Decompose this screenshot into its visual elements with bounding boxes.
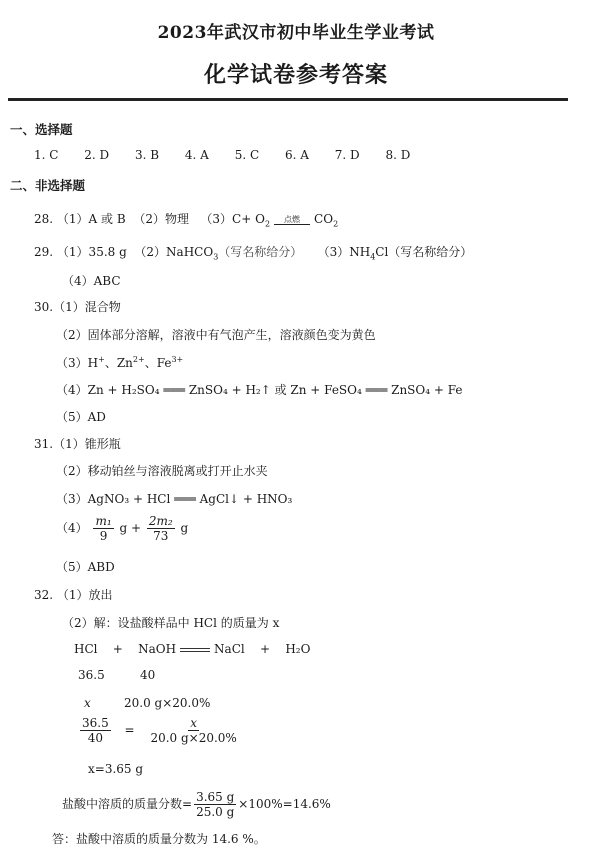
header-divider [8, 98, 568, 101]
mcq-answer-2: 2. D [84, 148, 110, 162]
q29-part2: （2）NaHCO$_3$（写名称给分） [134, 245, 303, 262]
fraction-m1-over-9: $\frac{\text{m₁}}{9}$ [95, 514, 112, 543]
proportion: $\frac{36.5}{40}$ = $\frac{x}{20.0 g\times 20.0\%}$ [82, 716, 237, 745]
q30-part5: （5）AD [56, 410, 106, 424]
equals-sign [180, 648, 210, 652]
ignition-arrow: 点燃 [274, 215, 310, 225]
mcq-answer-4: 4. A [184, 148, 209, 162]
mcq-answer-5: 5. C [234, 148, 260, 162]
q29-number: 29. [34, 245, 54, 259]
q29-part4: （4）ABC [62, 274, 121, 288]
section-2-heading: 二、非选择题 [10, 178, 86, 193]
q32-part2: （2）解：设盐酸样品中 HCl 的质量为 x [62, 616, 280, 630]
exam-title: 2023年武汉市初中毕业生学业考试 [157, 23, 435, 43]
q30-part3: （3）H+、$Zn^{2+}$、$Fe^{3+}$ [56, 355, 184, 370]
fraction-36-5-over-40: $\frac{36.5}{40}$ [82, 716, 109, 745]
q31-part4: （4） $\frac{\text{m₁}}{9}$ g + $\frac{\text{2m₂}}{73}$ g [56, 514, 189, 543]
q32-part1: （1）放出 [56, 588, 113, 602]
q32-number: 32. [34, 588, 54, 602]
mcq-answer-7: 7. D [334, 148, 360, 162]
q28-part3: $(3)C+ O_2$ 点燃 $CO_2$ [200, 212, 339, 229]
q32-equation: HCl + NaOH NaCl + H₂O [74, 642, 311, 656]
final-answer: 答：盐酸中溶质的质量分数为 14.6 %。 [52, 832, 266, 846]
fraction-2m2-over-73: $\frac{\text{2m₂}}{73}$ [148, 514, 173, 543]
q31-line1 [34, 435, 121, 452]
mass-fraction-calc: 盐酸中溶质的质量分数= $\frac{3.65 g}{25.0 g}$ ×100%=14.6% [62, 790, 331, 819]
q31-number: 31. [34, 437, 54, 451]
answer-key-title: 化学试卷参考答案 [203, 62, 388, 88]
fraction-x-over-naoh: $\frac{x}{20.0 g\times 20.0\%}$ [150, 716, 237, 745]
mcq-answer-8: 8. D [385, 148, 411, 162]
q29-part3: $(3)NH_4Cl$（写名称给分） [317, 245, 473, 262]
q30-part4: （4）Zn + H₂SO₄ ═══ ZnSO₄ + H₂↑ 或 Zn + FeSO₄ ═══ ZnSO₄ + Fe [56, 383, 463, 397]
q28-part1: （1）A 或 B [56, 212, 126, 226]
q30-part2: （2）固体部分溶解，溶液中有气泡产生，溶液颜色变为黄色 [56, 328, 376, 342]
x-result: x=3.65 g [88, 762, 144, 776]
molar-mass-hcl: 36.5 [78, 668, 105, 682]
section-1-heading: 一、选择题 [10, 122, 73, 137]
q28-number: 28. [34, 212, 54, 226]
q31-part3: （3）AgNO₃ + HCl ═══ AgCl↓ + HNO₃ [56, 492, 293, 506]
q29-line1 [34, 243, 472, 261]
molar-mass-naoh: 40 [140, 668, 156, 682]
mcq-answer-3: 3. B [135, 148, 160, 162]
q29-part1: （1）35.8 g [56, 245, 127, 259]
q31-part2: （2）移动铂丝与溶液脱离或打开止水夹 [56, 464, 268, 478]
mcq-answer-6: 6. A [284, 148, 309, 162]
q28-part2: （2）物理 [133, 212, 189, 226]
q30-line1 [34, 298, 121, 315]
unknown-x: x [84, 696, 91, 710]
mcq-answer-1: 1. C [34, 148, 59, 162]
q30-part1: （1）混合物 [53, 300, 121, 314]
q32-line1 [34, 586, 113, 603]
mcq-answers [34, 148, 432, 162]
fraction-3-65-over-25: $\frac{3.65 g}{25.0 g}$ [196, 790, 235, 819]
q28-line [34, 210, 338, 228]
q31-part5: （5）ABD [56, 560, 115, 574]
q30-number: 30. [34, 300, 54, 314]
q31-part1: （1）锥形瓶 [53, 437, 121, 451]
naoh-mass: 20.0 g×20.0% [124, 696, 211, 710]
